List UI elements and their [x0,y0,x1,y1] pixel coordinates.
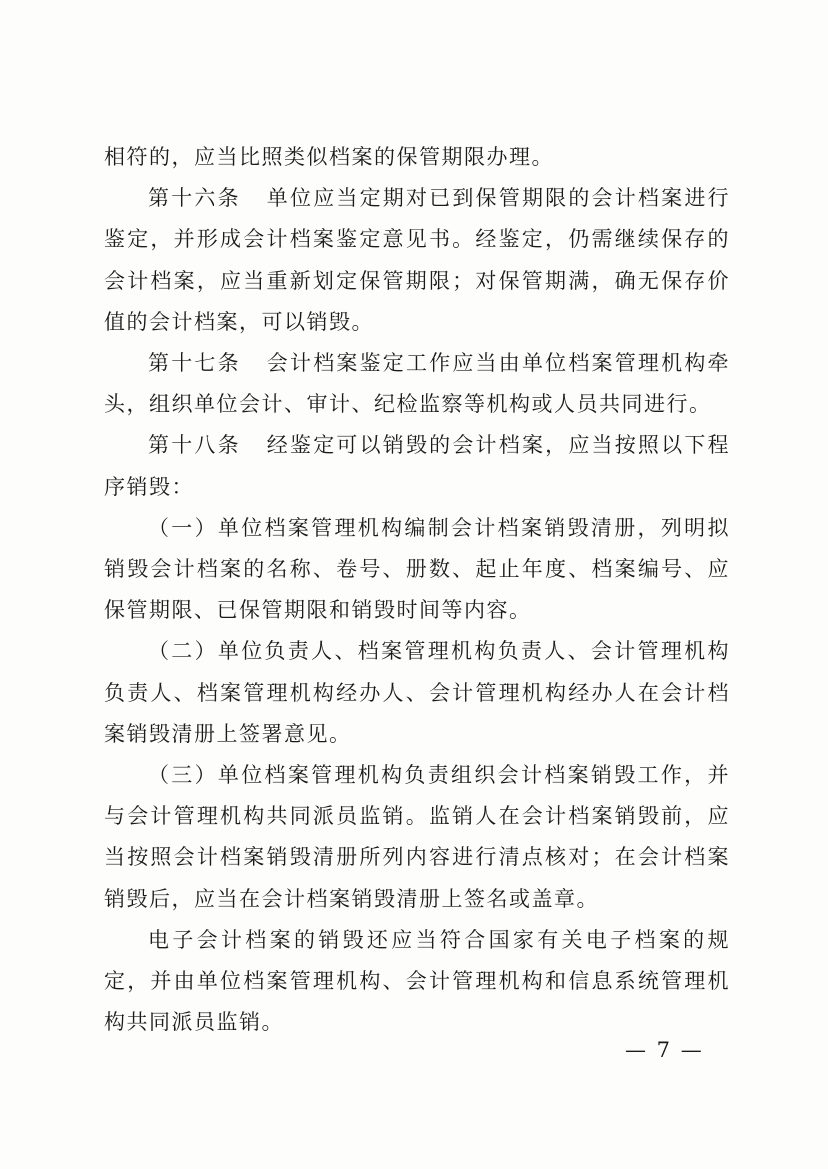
paragraph-text: 相符的，应当比照类似档案的保管期限办理。 [104,145,554,169]
paragraph-article-16 [104,178,730,343]
paragraph-item-1 [104,508,730,632]
paragraph-electronic-archives [104,920,730,1044]
article-number: 第十七条 [148,351,241,376]
paragraph-continuation [104,137,730,178]
paragraph-item-2 [104,631,730,755]
paragraph-text: 经鉴定可以销毁的会计档案，应当按照以下程序销毁： [104,433,731,499]
paragraph-text: （三）单位档案管理机构负责组织会计档案销毁工作，并与会计管理机构共同派员监销。监销人在会计档案销毁前，应当按照会计档案销毁清册所列内容进行清点核对；在会计档案销毁后，应当在会计档案销毁清册上签名或盖章。 [104,763,730,911]
paragraph-article-18 [104,425,730,507]
paragraph-item-3 [104,755,730,920]
document-body [104,137,730,1043]
paragraph-text: （一）单位档案管理机构编制会计档案销毁清册，列明拟销毁会计档案的名称、卷号、册数、起止年度、档案编号、应保管期限、已保管期限和销毁时间等内容。 [104,515,730,623]
paragraph-text: 单位应当定期对已到保管期限的会计档案进行鉴定，并形成会计档案鉴定意见书。经鉴定，仍需继续保存的会计档案，应当重新划定保管期限；对保管期满，确无保存价值的会计档案，可以销毁。 [104,186,731,334]
paragraph-article-17 [104,343,730,425]
article-number: 第十八条 [148,433,241,458]
paragraph-text: 会计档案鉴定工作应当由单位档案管理机构牵头，组织单位会计、审计、纪检监察等机构或人员共同进行。 [104,351,731,417]
paragraph-text: 电子会计档案的销毁还应当符合国家有关电子档案的规定，并由单位档案管理机构、会计管理机构和信息系统管理机构共同派员监销。 [104,927,730,1035]
paragraph-text: （二）单位负责人、档案管理机构负责人、会计管理机构负责人、档案管理机构经办人、会计管理机构经办人在会计档案销毁清册上签署意见。 [104,639,730,746]
page-number: — 7 — [625,1038,704,1062]
article-number: 第十六条 [148,186,241,211]
